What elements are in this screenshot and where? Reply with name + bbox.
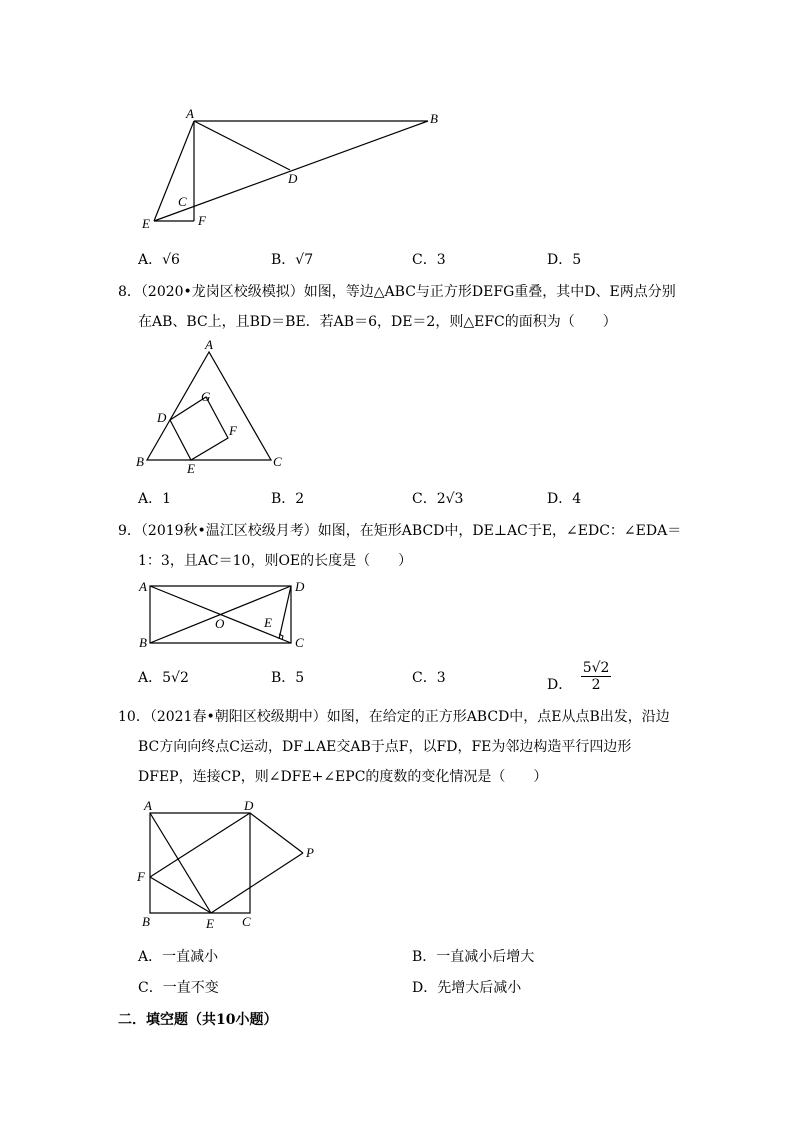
q9-option-d-numerator: 5√2 [582,660,610,676]
q9-label-a: A [139,579,147,594]
q7-option-b[interactable]: B．√7 [271,252,314,268]
q7-label-a: A [186,106,194,121]
q10-stem-line1: 10．（2021春•朝阳区校级期中）如图，在给定的正方形ABCD中，点E从点B出发，沿边 [118,709,670,725]
q10-figure [136,795,326,935]
q10-option-c[interactable]: C．一直不变 [138,980,219,996]
q8-label-f: F [229,423,237,438]
q9-label-c: C [295,635,304,650]
q10-stem-line2: BC方向向终点C运动，DF⊥AE交AB于点F，以FD，FE为邻边构造平行四边形 [138,739,632,755]
q9-stem-line2: 1：3，且AC＝10，则OE的长度是（ ） [138,553,413,569]
q9-option-d-denominator: 2 [591,677,601,693]
q8-stem-line1: 8．（2020•龙岗区校级模拟）如图，等边△ABC与正方形DEFG重叠，其中D、E两点分别 [118,284,676,300]
q10-label-p: P [306,845,314,860]
q8-stem-line2: 在AB、BC上，且BD＝BE．若AB＝6，DE＝2，则△EFC的面积为（ ） [138,314,617,330]
q8-label-g: G [201,389,211,404]
q9-option-d[interactable] [547,660,611,693]
q7-option-c[interactable]: C．3 [412,252,446,268]
q8-option-c[interactable]: C．2√3 [412,491,464,507]
q7-label-b: B [430,111,438,126]
q9-option-b[interactable]: B．5 [271,670,305,686]
q7-label-e: E [142,216,150,231]
q10-label-a: A [144,798,152,813]
q7-label-c: C [178,194,187,209]
q7-option-d[interactable]: D．5 [547,252,582,268]
q8-option-a[interactable]: A．1 [138,491,172,507]
q9-stem-line1: 9．（2019秋•温江区校级月考）如图，在矩形ABCD中，DE⊥AC于E，∠EDC：∠EDA＝ [118,523,682,539]
q8-option-b[interactable]: B．2 [271,491,305,507]
section-title: 二．填空题（共10小题） [118,1012,278,1028]
q8-label-b: B [136,454,144,469]
q10-stem-line3: DFEP，连接CP，则∠DFE+∠EPC的度数的变化情况是（ ） [138,769,548,785]
q9-label-o: O [215,616,225,631]
q9-option-a[interactable]: A．5√2 [138,670,189,686]
q7-option-a[interactable]: A．√6 [138,252,180,268]
q7-label-f: F [198,213,206,228]
q10-option-a[interactable]: A．一直减小 [138,949,219,965]
q10-option-b[interactable]: B．一直减小后增大 [412,949,535,965]
q8-label-a: A [205,337,213,352]
q8-label-c: C [273,454,282,469]
q9-option-c[interactable]: C．3 [412,670,446,686]
q10-label-c: C [242,914,251,929]
q9-figure [136,577,316,649]
q9-label-d: D [295,579,305,594]
q9-label-b: B [139,635,147,650]
q8-label-d: D [157,410,167,425]
q10-option-d[interactable]: D．先增大后减小 [412,980,522,996]
q10-label-e: E [206,916,214,931]
q8-option-d[interactable]: D．4 [547,491,582,507]
q8-figure [136,337,296,476]
q8-label-e: E [187,461,195,476]
q9-option-d-prefix: D． [547,676,573,693]
q7-label-d: D [288,171,298,186]
q10-label-b: B [142,914,150,929]
q7-figure [138,108,448,233]
q10-label-f: F [137,869,145,884]
q9-label-e: E [264,615,272,630]
q10-label-d: D [244,798,254,813]
q9-option-d-fraction [581,660,612,693]
